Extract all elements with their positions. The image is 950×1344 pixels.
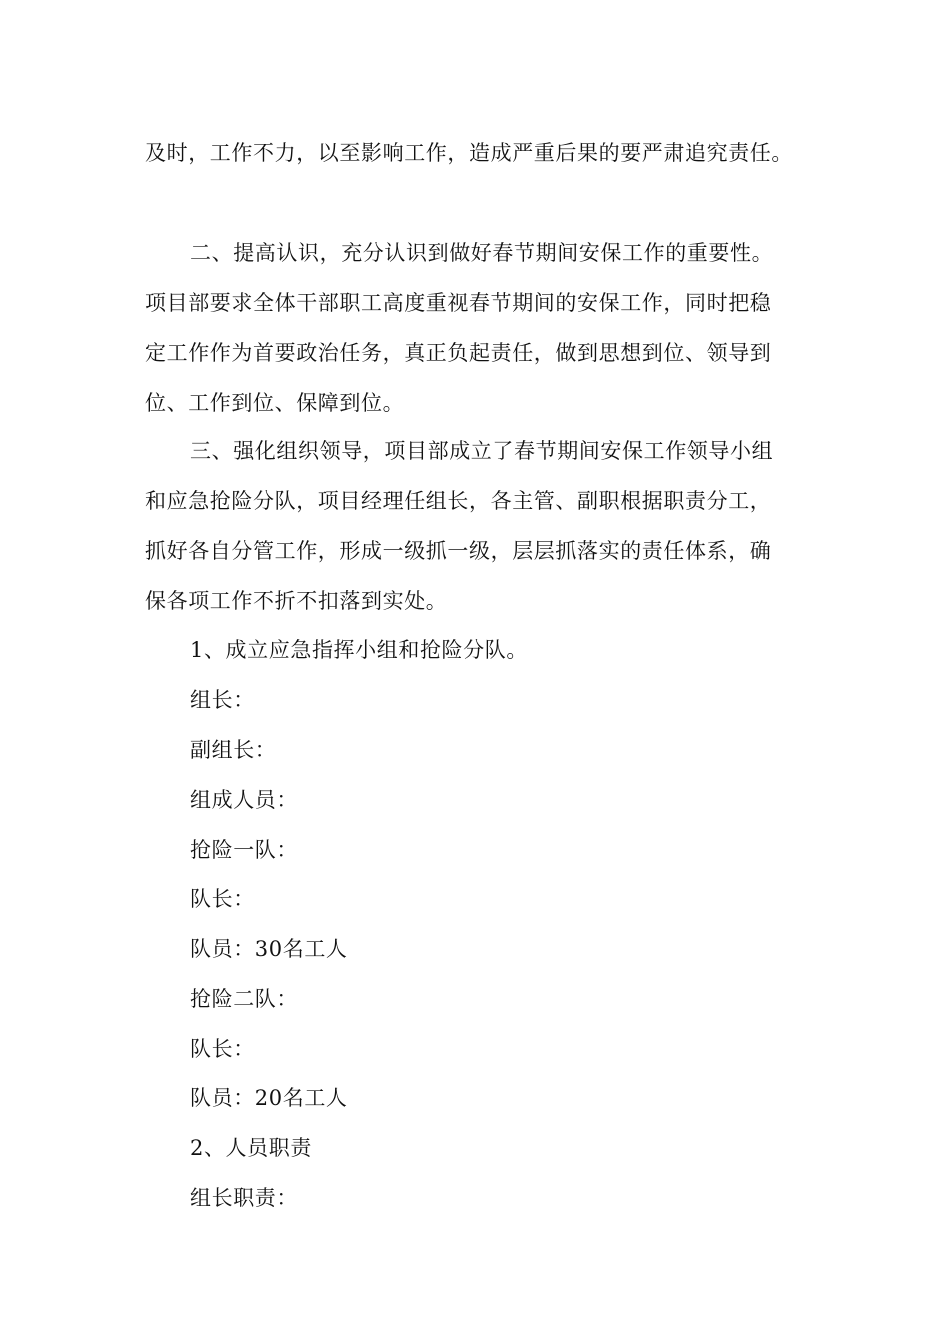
paragraph-line: 及时，工作不力，以至影响工作，造成严重后果的要严肃追究责任。: [145, 141, 793, 165]
group-leader-label: 组长：: [190, 688, 255, 712]
section-heading-3: 三、强化组织领导，项目部成立了春节期间安保工作领导小组: [190, 439, 774, 463]
team-1-captain-label: 队长：: [190, 887, 255, 911]
paragraph-line: 定工作作为首要政治任务，真正负起责任，做到思想到位、领导到: [145, 341, 772, 365]
team-2-captain-label: 队长：: [190, 1037, 255, 1061]
team-2-members-label: 队员：20名工人: [190, 1086, 348, 1110]
paragraph-line: 和应急抢险分队，项目经理任组长，各主管、副职根据职责分工，: [145, 489, 772, 513]
deputy-leader-label: 副组长：: [190, 738, 277, 762]
rescue-team-1-label: 抢险一队：: [190, 838, 298, 862]
list-item-2: 2、人员职责: [190, 1136, 312, 1160]
list-item-1: 1、成立应急指挥小组和抢险分队。: [190, 638, 528, 662]
paragraph-line: 保各项工作不折不扣落到实处。: [145, 589, 448, 613]
leader-duties-label: 组长职责：: [190, 1186, 298, 1210]
rescue-team-2-label: 抢险二队：: [190, 987, 298, 1011]
members-label: 组成人员：: [190, 788, 298, 812]
team-1-members-label: 队员：30名工人: [190, 937, 348, 961]
paragraph-line: 抓好各自分管工作，形成一级抓一级，层层抓落实的责任体系，确: [145, 539, 772, 563]
section-heading-2: 二、提高认识，充分认识到做好春节期间安保工作的重要性。: [190, 241, 774, 265]
paragraph-line: 位、工作到位、保障到位。: [145, 391, 405, 415]
paragraph-line: 项目部要求全体干部职工高度重视春节期间的安保工作，同时把稳: [145, 291, 772, 315]
